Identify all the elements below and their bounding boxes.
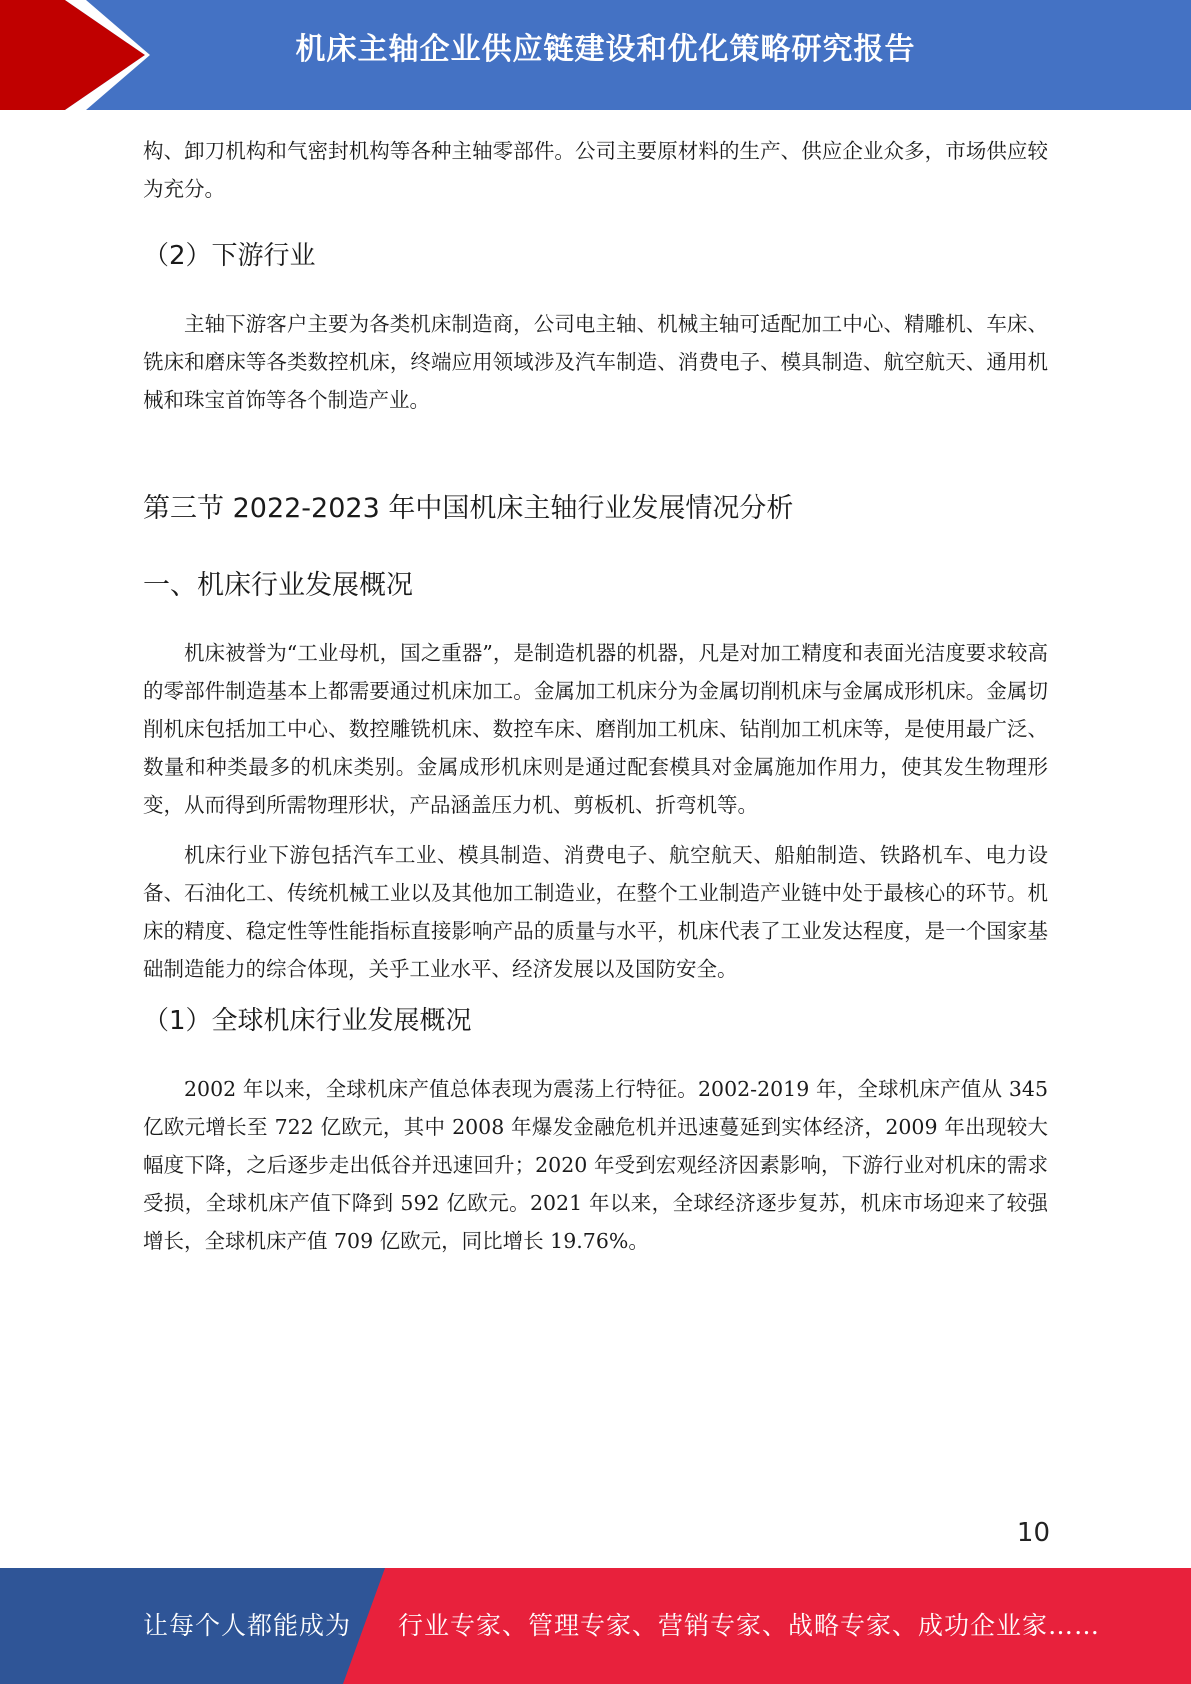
paragraph-global-output: 2002 年以来，全球机床产值总体表现为震荡上行特征。2002-2019 年，全球机床产值从 345 亿欧元增长至 722 亿欧元，其中 2008 年爆发金融危机并迅速蔓延到实体经济，2009 年出现较大幅度下降，之后逐步走出低谷并迅速回升；2020 年受到宏观经济因素影响，下游行业对机床的需求受损，全球机床产值下降到 592 亿欧元。2021 年以来，全球经济逐步复苏，机床市场迎来了较强增长，全球机床产值 709 亿欧元，同比增长 19.76%。 (143, 1077, 1048, 1253)
heading-industry-overview: 一、机床行业发展概况 (143, 570, 413, 601)
page-footer (0, 1568, 1191, 1684)
page-header (0, 0, 1191, 110)
header-title: 机床主轴企业供应链建设和优化策略研究报告 (295, 32, 916, 67)
paragraph-machine-tool-intro: 机床被誉为“工业母机，国之重器”，是制造机器的机器，凡是对加工精度和表面光洁度要求较高的零部件制造基本上都需要通过机床加工。金属加工机床分为金属切削机床与金属成形机床。金属切削机床包括加工中心、数控雕铣机床、数控车床、磨削加工机床、钻削加工机床等，是使用最广泛、数量和种类最多的机床类别。金属成形机床则是通过配套模具对金属施加作用力，使其发生物理形变，从而得到所需物理形状，产品涵盖压力机、剪板机、折弯机等。 (143, 641, 1048, 817)
heading-global-overview: （1）全球机床行业发展概况 (143, 1006, 472, 1036)
footer-slogan-right: 行业专家、管理专家、营销专家、战略专家、成功企业家…… (398, 1611, 1101, 1640)
page-number: 10 (1016, 1518, 1050, 1548)
paragraph-upstream-continuation: 构、卸刀机构和气密封机构等各种主轴零部件。公司主要原材料的生产、供应企业众多，市场供应较为充分。 (143, 139, 1048, 201)
paragraph-machine-tool-downstream: 机床行业下游包括汽车工业、模具制造、消费电子、航空航天、船舶制造、铁路机车、电力设备、石油化工、传统机械工业以及其他加工制造业，在整个工业制造产业链中处于最核心的环节。机床的精度、稳定性等性能指标直接影响产品的质量与水平，机床代表了工业发达程度，是一个国家基础制造能力的综合体现，关乎工业水平、经济发展以及国防安全。 (143, 843, 1048, 981)
document-body (143, 132, 1048, 1260)
heading-section-three: 第三节 2022-2023 年中国机床主轴行业发展情况分析 (143, 493, 794, 524)
paragraph-downstream: 主轴下游客户主要为各类机床制造商，公司电主轴、机械主轴可适配加工中心、精雕机、车床、铣床和磨床等各类数控机床，终端应用领域涉及汽车制造、消费电子、模具制造、航空航天、通用机械和珠宝首饰等各个制造产业。 (143, 312, 1048, 412)
footer-slogan-left: 让每个人都能成为 (143, 1611, 352, 1640)
heading-downstream-industry: （2）下游行业 (143, 241, 316, 271)
